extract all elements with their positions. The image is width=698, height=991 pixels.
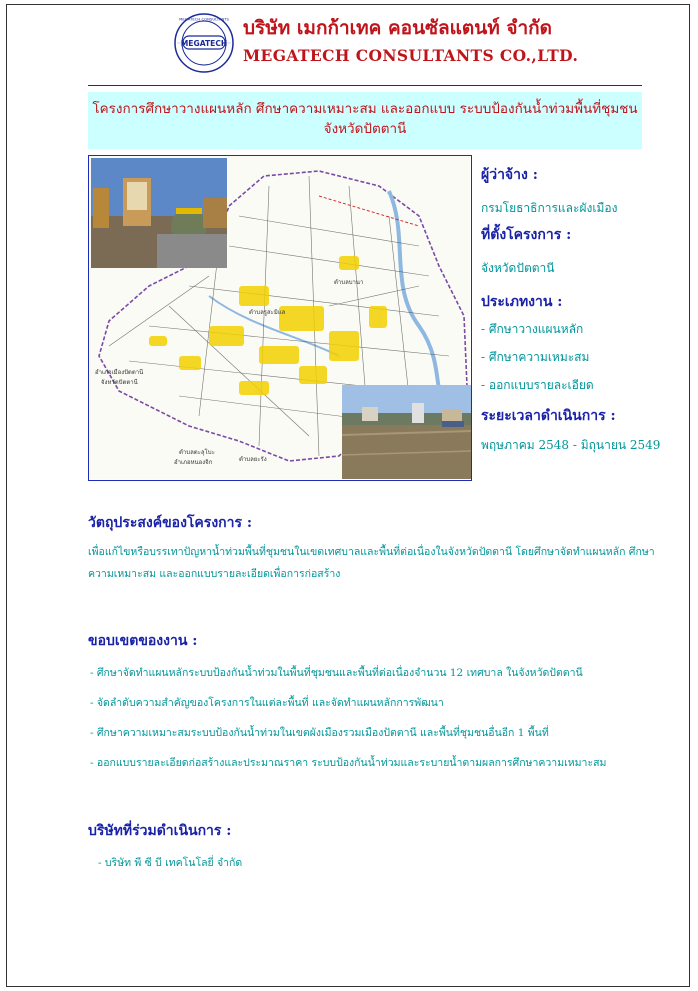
map-label-3: จังหวัดปัตตานี [101,379,138,386]
map-label-5: ตำบลบานา [334,279,364,286]
photo-river [342,385,471,479]
partner-item: - บริษัท พี ซี บี เทคโนโลยี่ จำกัด [98,857,243,869]
objective-title: วัตถุประสงค์ของโครงการ : [88,515,253,531]
project-title-line2: จังหวัดปัตตานี [323,121,407,137]
project-title-box [88,92,642,149]
map-label-1: ตำบลรูสะมิแล [249,309,286,316]
company-logo [173,12,235,74]
company-name-english: MEGATECH CONSULTANTS CO.,LTD. [243,46,579,65]
work-type-item: - ออกแบบรายละเอียด [481,378,594,392]
project-info [481,166,686,453]
scope-title: ขอบเขตของงาน : [88,633,198,649]
objective-line1: เพื่อแก้ไขหรือบรรเทาปัญหาน้ำท่วมพื้นที่ชุมชนในเขตเทศบาลและพื้นที่ต่อเนื่องในจังหวัดปัตตานี โดยศึกษาจัดทำแผนหลัก ศึกษา [88,546,655,558]
header-divider [88,85,642,86]
scope-item: - ศึกษาความเหมาะสมระบบป้องกันน้ำท่วมในเขตผังเมืองรวมเมืองปัตตานี และพื้นที่ชุมชนอื่นอีก 1 พื้นที่ [90,727,549,739]
project-map [88,155,472,481]
map-label-2: อำเภอเมืองปัตตานี [95,369,144,376]
scope-item: - จัดลำดับความสำคัญของโครงการในแต่ละพื้นที่ และจัดทำแผนหลักการพัฒนา [90,697,444,709]
period-value: พฤษภาคม 2548 - มิถุนายน 2549 [481,438,661,452]
period-label: ระยะเวลาดำเนินการ : [481,408,616,424]
objective-text [88,541,688,585]
work-type-item: - ศึกษาวางแผนหลัก [481,322,584,336]
work-type-label: ประเภทงาน : [481,294,563,310]
logo-ring-text: MEGATECH CONSULTANTS [179,16,229,22]
objective-line2: ความเหมาะสม และออกแบบรายละเอียดเพื่อการก่อสร้าง [88,568,341,580]
partners-title: บริษัทที่ร่วมดำเนินการ : [88,823,232,839]
map-label-7: อำเภอหนองจิก [174,459,213,466]
company-name-thai: บริษัท เมกก้าเทค คอนซัลแตนท์ จำกัด [243,17,552,39]
map-label-6: ตำบลยะรัง [239,456,267,463]
photo-city-street [91,158,227,268]
location-label: ที่ตั้งโครงการ : [481,227,572,243]
map-label-4: ตำบลตะลุโบะ [179,449,215,456]
location-value: จังหวัดปัตตานี [481,261,555,275]
scope-item: - ศึกษาจัดทำแผนหลักระบบป้องกันน้ำท่วมในพื้นที่ชุมชนและพื้นที่ต่อเนื่องจำนวน 12 เทศบาล ในจังหวัดปัตตานี [90,667,583,679]
work-type-item: - ศึกษาความเหมะสม [481,350,590,364]
scope-item: - ออกแบบรายละเอียดก่อสร้างและประมาณราคา ระบบป้องกันน้ำท่วมและระบายน้ำตามผลการศึกษาความเหมาะสม [90,757,607,769]
client-label: ผู้ว่าจ้าง : [481,167,538,183]
project-title-line1: โครงการศึกษาวางแผนหลัก ศึกษาความเหมาะสม และออกแบบ ระบบป้องกันน้ำท่วมพื้นที่ชุมชน [92,101,638,117]
logo-text: MEGATECH [180,39,228,48]
client-value: กรมโยธาธิการและผังเมือง [481,201,618,215]
